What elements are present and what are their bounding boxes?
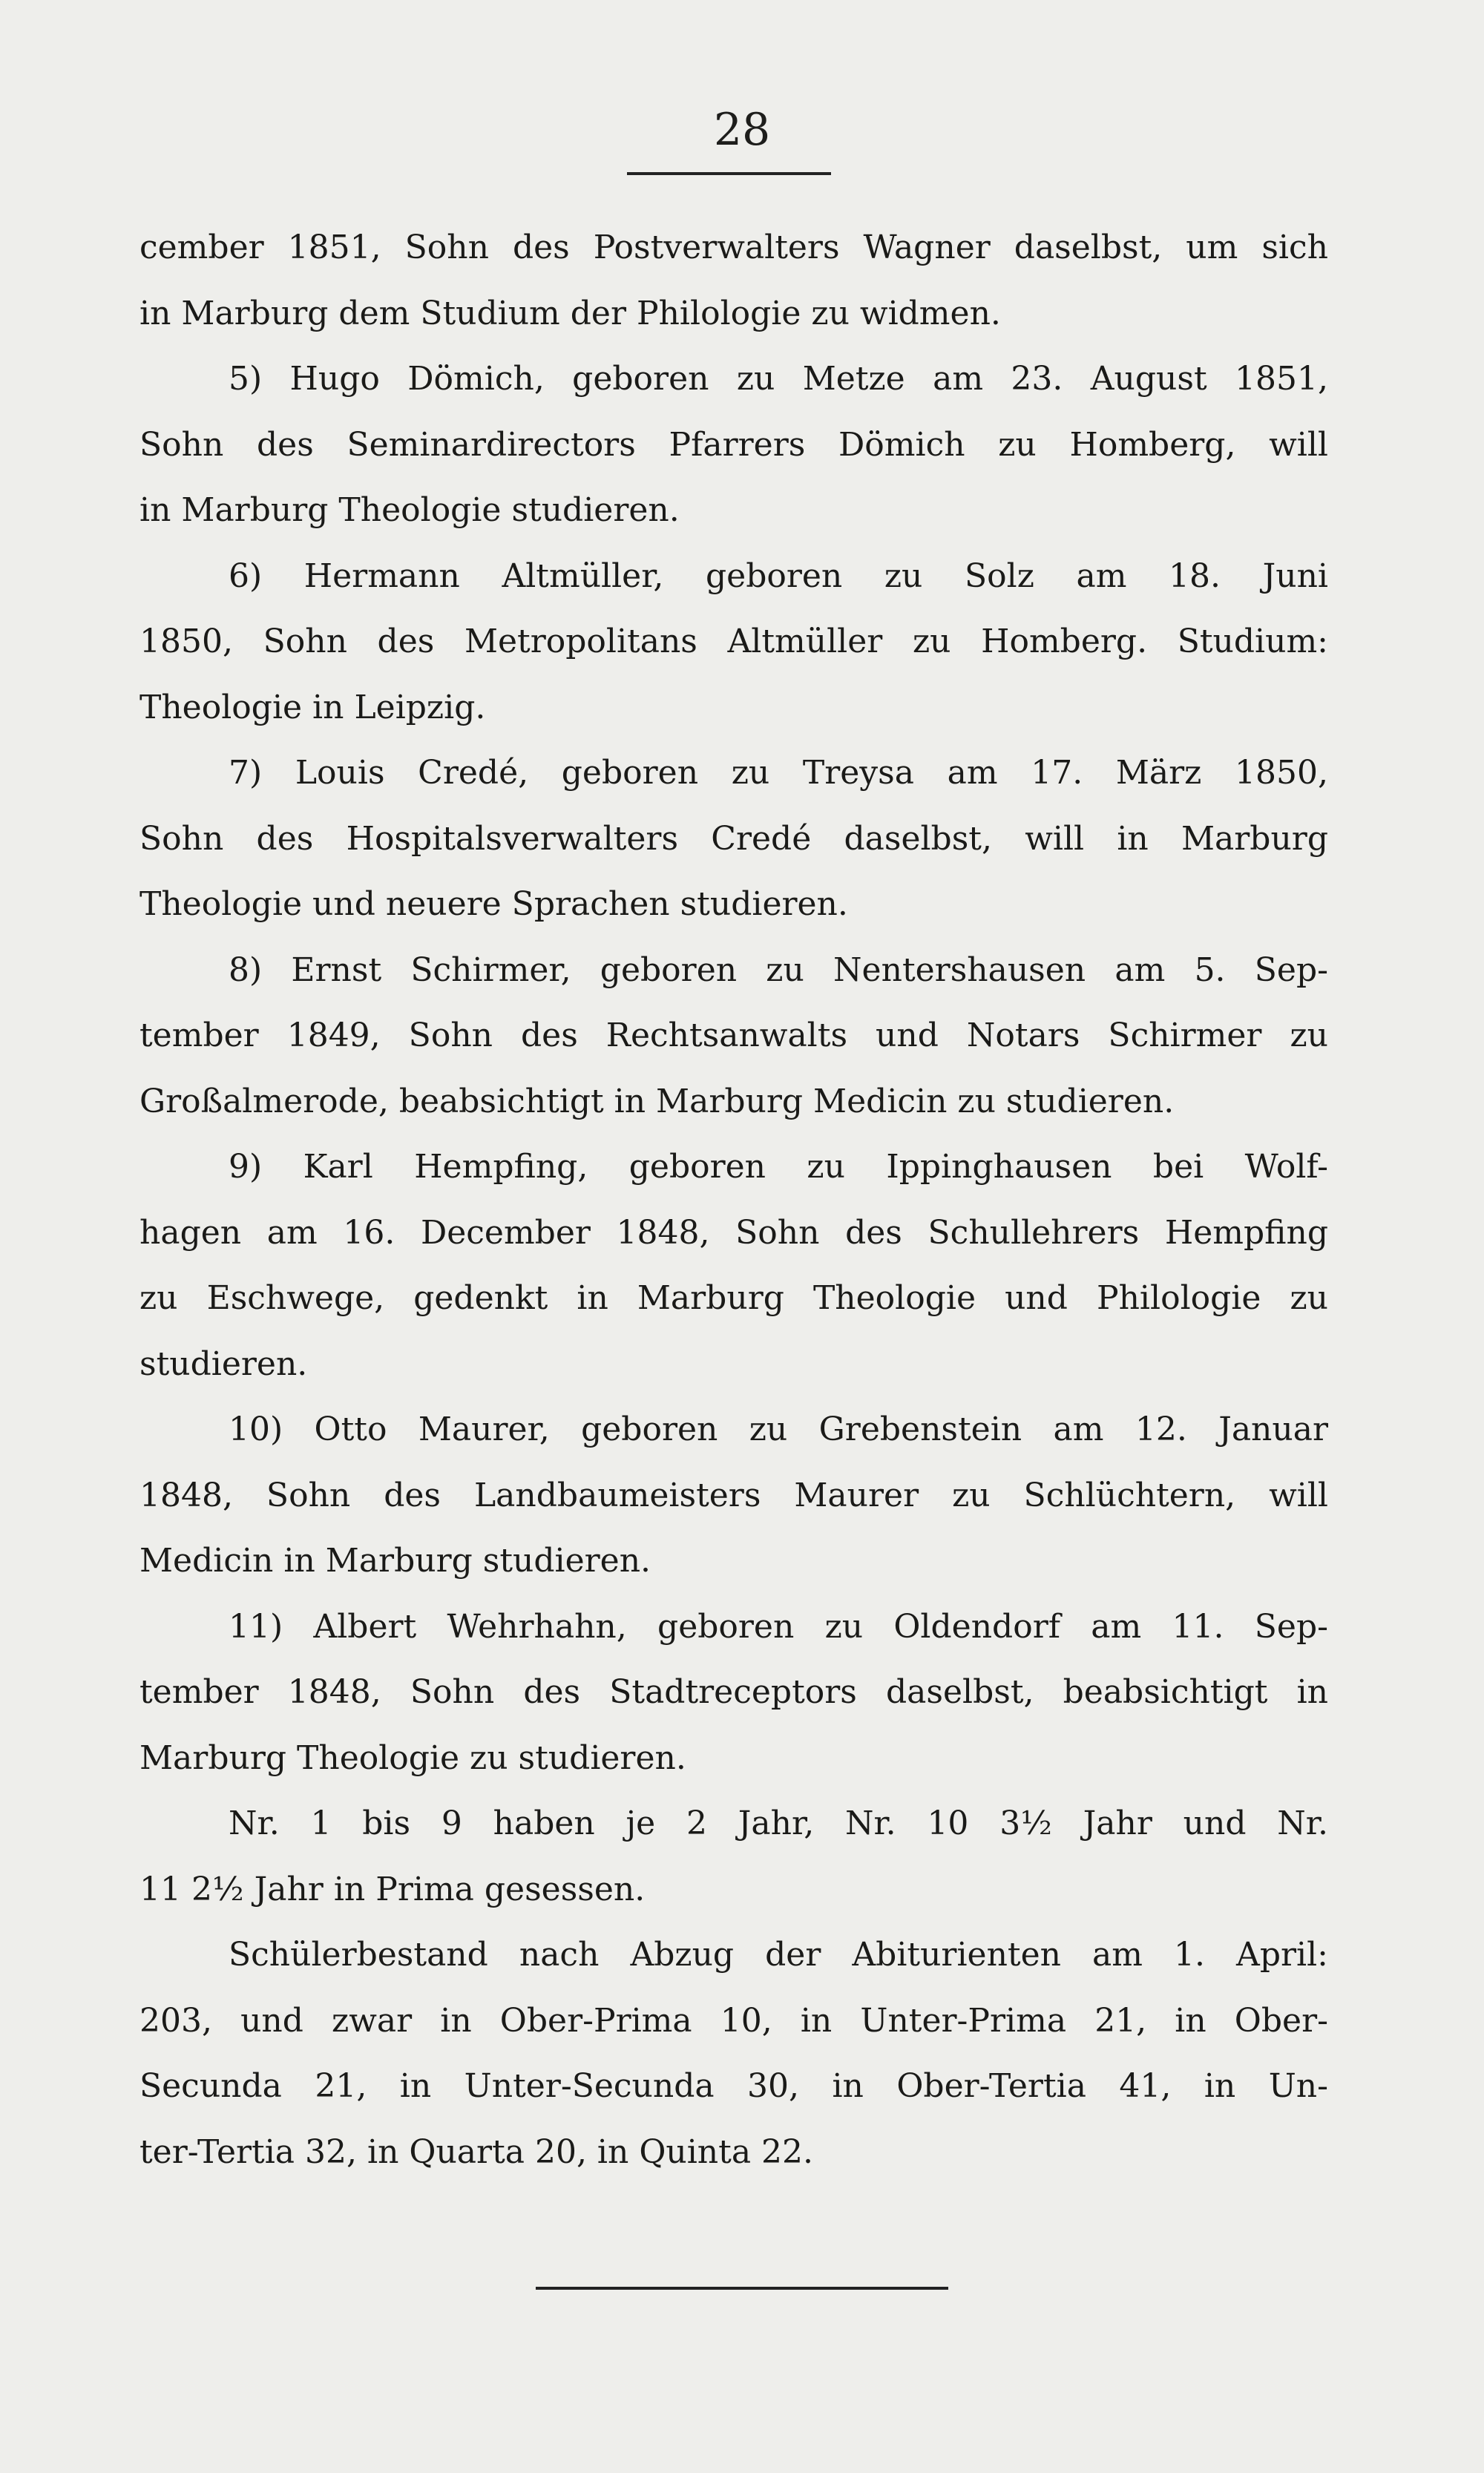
text-line: 6) Hermann Altmüller, geboren zu Solz am 18. Juni — [229, 556, 1328, 595]
page-number: 28 — [713, 104, 771, 156]
text-line: studieren. — [139, 1344, 308, 1383]
text-line: 7) Louis Credé, geboren zu Treysa am 17. März 1850, — [229, 754, 1328, 792]
text-line: hagen am 16. December 1848, Sohn des Schullehrers Hempfing — [139, 1213, 1328, 1252]
text-line: 11) Albert Wehrhahn, geboren zu Oldendorf am 11. Sep- — [229, 1607, 1328, 1646]
text-line: 1850, Sohn des Metropolitans Altmüller zu Homberg. Studium: — [139, 623, 1328, 660]
text-line: Sohn des Hospitalsverwalters Credé daselbst, will in Marburg — [139, 819, 1328, 858]
text-line: Secunda 21, in Unter-Secunda 30, in Ober-Tertia 41, in Un- — [139, 2067, 1328, 2105]
footer-rule — [536, 2287, 948, 2290]
body-text — [139, 215, 1328, 2185]
text-line: 5) Hugo Dömich, geboren zu Metze am 23. August 1851, — [229, 360, 1328, 398]
text-line: 9) Karl Hempfing, geboren zu Ippinghausen bei Wolf- — [229, 1148, 1328, 1186]
text-line: tember 1849, Sohn des Rechtsanwalts und Notars Schirmer zu — [139, 1017, 1328, 1054]
text-line: in Marburg Theologie studieren. — [139, 491, 680, 529]
text-line: ter-Tertia 32, in Quarta 20, in Quinta 22. — [139, 2132, 814, 2171]
text-line: in Marburg dem Studium der Philologie zu widmen. — [139, 294, 1001, 332]
header-rule — [627, 172, 831, 175]
text-line: Theologie in Leipzig. — [139, 688, 486, 726]
text-line: 8) Ernst Schirmer, geboren zu Nentershausen am 5. Sep- — [229, 950, 1328, 989]
text-line: 11 2½ Jahr in Prima gesessen. — [139, 1870, 646, 1908]
text-line: 1848, Sohn des Landbaumeisters Maurer zu Schlüchtern, will — [139, 1476, 1328, 1514]
text-line: Marburg Theologie zu studieren. — [139, 1738, 686, 1777]
text-line: Nr. 1 bis 9 haben je 2 Jahr, Nr. 10 3½ Jahr und Nr. — [229, 1804, 1328, 1842]
text-line: cember 1851, Sohn des Postverwalters Wagner daselbst, um sich — [139, 229, 1328, 266]
text-line: tember 1848, Sohn des Stadtreceptors daselbst, beabsichtigt in — [139, 1673, 1328, 1711]
text-line: Medicin in Marburg studieren. — [139, 1542, 651, 1580]
text-line: Sohn des Seminardirectors Pfarrers Dömich zu Homberg, will — [139, 425, 1328, 464]
text-line: 10) Otto Maurer, geboren zu Grebenstein am 12. Januar — [229, 1410, 1328, 1448]
text-line: Großalmerode, beabsichtigt in Marburg Medicin zu studieren. — [139, 1082, 1175, 1120]
text-line: 203, und zwar in Ober-Prima 10, in Unter-Prima 21, in Ober- — [139, 2001, 1328, 2040]
text-line: zu Eschwege, gedenkt in Marburg Theologie und Philologie zu — [139, 1279, 1328, 1317]
text-line: Theologie und neuere Sprachen studieren. — [139, 885, 848, 923]
text-line: Schülerbestand nach Abzug der Abiturienten am 1. April: — [229, 1936, 1328, 1974]
